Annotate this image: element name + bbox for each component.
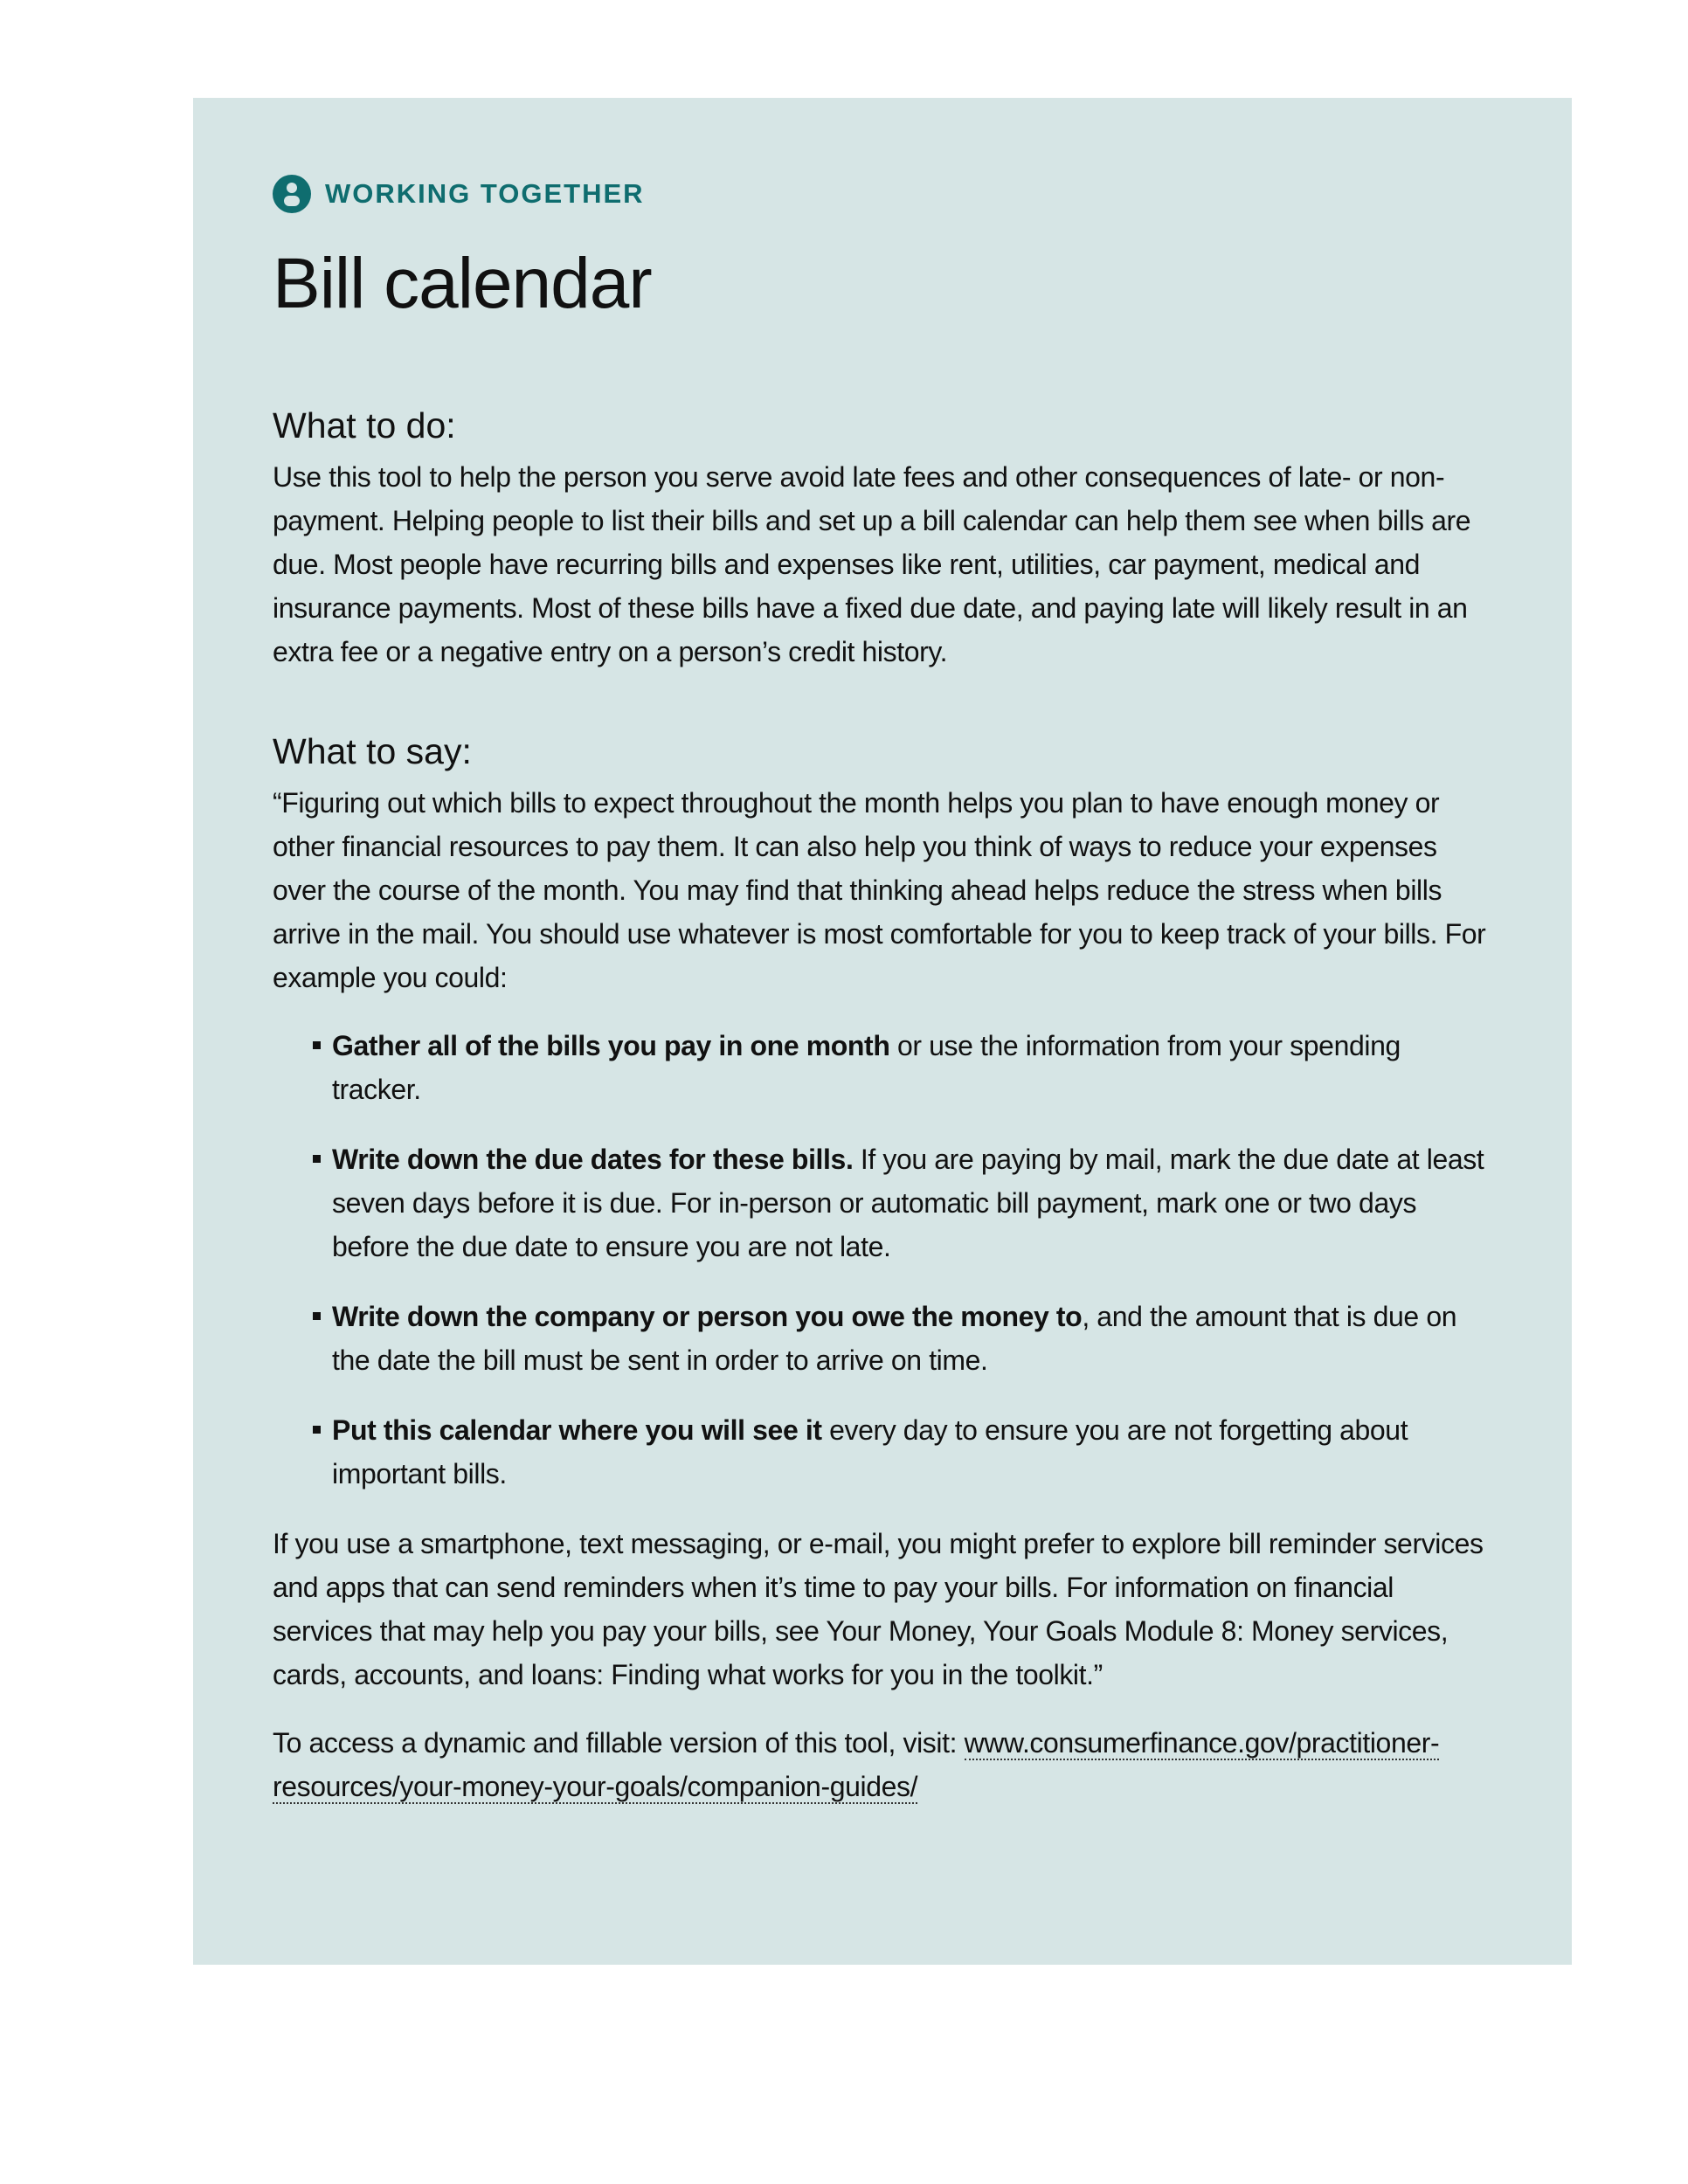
bullet-icon [313, 1312, 321, 1320]
bullet-icon [313, 1426, 321, 1434]
list-item [273, 1295, 1496, 1382]
bullet-icon [313, 1155, 321, 1163]
list-item-bold: Write down the company or person you owe the money to [332, 1301, 1083, 1332]
list-item-bold: Gather all of the bills you pay in one month [332, 1030, 890, 1061]
tips-list [273, 1024, 1496, 1496]
list-item-text: If you are paying by mail, mark the due date at least seven days before it is due. For in-person or automatic bill payment, mark one or two days before the due date to ensure you are not late. [332, 1144, 1484, 1262]
list-item-bold: Put this calendar where you will see it [332, 1414, 822, 1446]
list-item-text: every day to ensure you are not forgetting about important bills. [332, 1414, 1408, 1489]
list-item-text: or use the information from your spending tracker. [332, 1030, 1401, 1105]
section-label-text: WORKING TOGETHER [325, 178, 645, 209]
list-item-text: , and the amount that is due on the date the bill must be sent in order to arrive on time. [332, 1301, 1457, 1376]
page-title: Bill calendar [273, 244, 652, 323]
list-item-bold: Write down the due dates for these bills. [332, 1144, 854, 1175]
list-item [273, 1408, 1496, 1496]
bullet-icon [313, 1041, 321, 1049]
what-to-say-heading: What to say: [273, 731, 472, 771]
person-icon [273, 175, 311, 213]
access-paragraph [273, 1721, 1496, 1808]
companion-guides-link[interactable]: www.consumerfinance.gov/practitioner-resources/your-money-your-goals/companion-guides/ [273, 1727, 1440, 1802]
section-label [273, 175, 1496, 213]
list-item [273, 1137, 1496, 1268]
closing-paragraph: If you use a smartphone, text messaging, or e-mail, you might prefer to explore bill reminder services and apps that can send reminders when it’s time to pay your bills. For information on financial services that may help you pay your bills, see Your Money, Your Goals Module 8: Money services, cards, accounts, and loans: Finding what works for you in the toolkit.” [273, 1528, 1484, 1690]
what-to-do-heading: What to do: [273, 405, 456, 446]
document-content [273, 175, 1496, 1808]
what-to-say-intro: “Figuring out which bills to expect throughout the month helps you plan to have enough money or other financial resources to pay them. It can also help you think of ways to reduce your expenses over the course of the month. You may find that thinking ahead helps reduce the stress when bills arrive in the mail. You should use whatever is most comfortable for you to keep track of your bills. For example you could: [273, 787, 1486, 993]
access-text: To access a dynamic and fillable version of this tool, visit: [273, 1727, 965, 1759]
what-to-do-body: Use this tool to help the person you serve avoid late fees and other consequences of late- or non-payment. Helping people to list their bills and set up a bill calendar can help them see when bills are due. Most people have recurring bills and expenses like rent, utilities, car payment, medical and insurance payments. Most of these bills have a fixed due date, and paying late will likely result in an extra fee or a negative entry on a person’s credit history. [273, 461, 1471, 667]
list-item [273, 1024, 1496, 1111]
